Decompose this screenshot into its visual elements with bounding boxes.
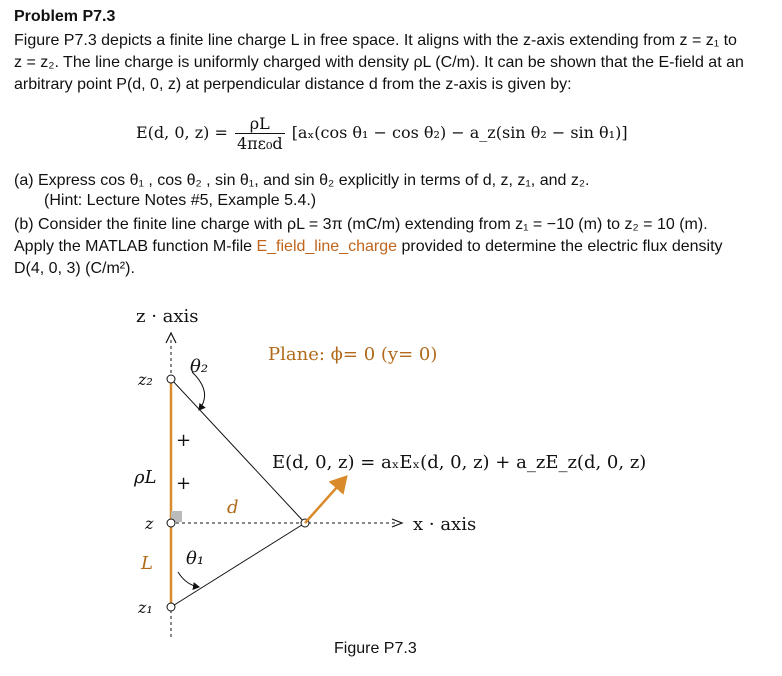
plus-sign-2: + bbox=[176, 473, 192, 494]
z2-label: z₂ bbox=[138, 370, 153, 389]
field-equation bbox=[136, 114, 628, 153]
part-a-text: (a) Express cos θ₁ , cos θ₂ , sin θ₁, and sin θ₂ explicitly in terms of d, z, z₁, and z₂. bbox=[14, 172, 590, 189]
intro-paragraph: Figure P7.3 depicts a finite line charge L in free space. It aligns with the z-axis extending from z = z₁ to z = z₂. The line charge is uniformly charged with density ρL (C/m). It can be shown that the E-field at an arbitrary point P(d, 0, z) at perpendicular distance d from the z-axis is given by: bbox=[14, 32, 744, 93]
equation-denominator: 4πε₀d bbox=[236, 134, 283, 153]
figure-caption: Figure P7.3 bbox=[334, 640, 417, 657]
equation-rhs: [aₓ(cos θ₁ − cos θ₂) − a_z(sin θ₂ − sin θ₁)] bbox=[291, 123, 628, 142]
z-point bbox=[167, 519, 175, 527]
theta2-label: θ₂ bbox=[190, 356, 209, 377]
d-label: d bbox=[227, 497, 239, 518]
part-b-text bbox=[14, 214, 744, 280]
matlab-file-link[interactable]: E_field_line_charge bbox=[256, 238, 398, 255]
part-b-post: provided to determine the electric flux density D(4, 0, 3) (C/m²). bbox=[14, 238, 723, 277]
L-label: L bbox=[141, 553, 153, 574]
equation-lhs: E(d, 0, z) = bbox=[136, 123, 228, 142]
z1-endpoint bbox=[167, 603, 175, 611]
x-axis-label: x · axis bbox=[413, 514, 477, 535]
field-label: E(d, 0, z) = aₓEₓ(d, 0, z) + a_zE_z(d, 0, z) bbox=[272, 452, 647, 473]
e-field-arrow bbox=[305, 477, 346, 523]
theta1-label: θ₁ bbox=[186, 548, 205, 569]
plus-sign-1: + bbox=[176, 430, 192, 451]
equation-fraction bbox=[235, 114, 285, 153]
theta1-arc bbox=[178, 572, 199, 587]
rho-label: ρL bbox=[134, 467, 157, 488]
z2-endpoint bbox=[167, 375, 175, 383]
problem-title: Problem P7.3 bbox=[14, 8, 116, 25]
plane-label: Plane: ϕ= 0 (y= 0) bbox=[268, 344, 438, 365]
z-axis-label: z · axis bbox=[136, 306, 199, 327]
part-a-hint: (Hint: Lecture Notes #5, Example 5.4.) bbox=[44, 192, 317, 209]
z-label: z bbox=[145, 514, 154, 533]
equation-numerator: ρL bbox=[235, 114, 285, 134]
z1-label: z₁ bbox=[138, 598, 153, 617]
part-b-pre: (b) Consider the finite line charge with ρL = 3π (mC/m) extending from z₁ = −10 (m) to z₂ = 10 (m). Apply the MATLAB function M-file bbox=[14, 216, 708, 255]
